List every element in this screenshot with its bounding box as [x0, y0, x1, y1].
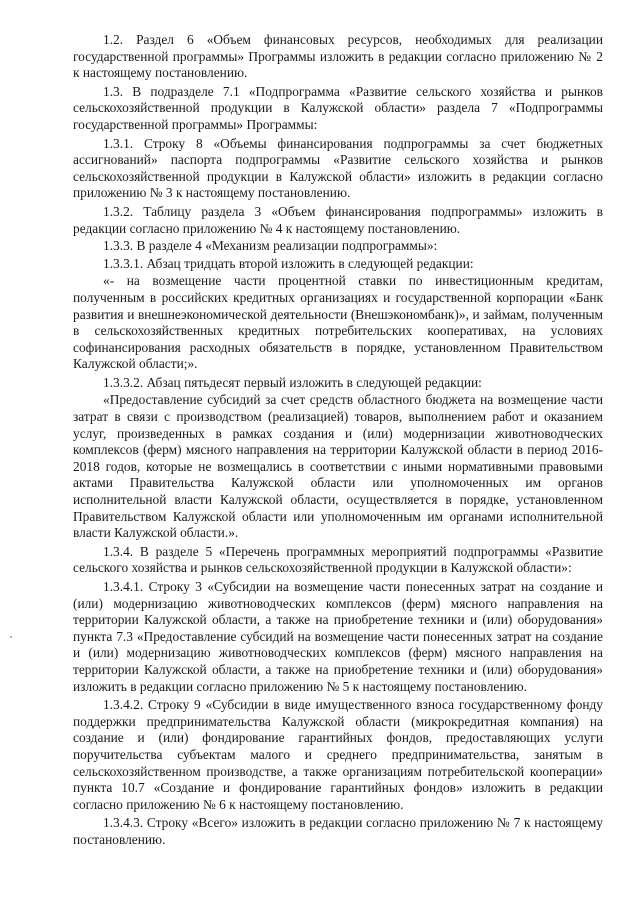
paragraph-1-3-3: 1.3.3. В разделе 4 «Механизм реализации подпрограммы»:	[103, 238, 438, 254]
paragraph-1-3-1: 1.3.1. Строку 8 «Объемы финансирования подпрограммы за счет бюджетных ассигнований» паспорта подпрограммы «Развитие сельского хозяйства и рынков сельскохозяйственной продукции в Калужской области» изложить в редакции согласно приложению № 3 к настоящему постановлению.	[73, 135, 603, 201]
paragraph-1-3-3-2: 1.3.3.2. Абзац пятьдесят первый изложить в следующей редакции:	[103, 374, 482, 390]
document-page	[73, 32, 603, 851]
paragraph-1-3-3-1: 1.3.3.1. Абзац тридцать второй изложить в следующей редакции:	[103, 255, 474, 271]
paragraph-1-2: 1.2. Раздел 6 «Объем финансовых ресурсов, необходимых для реализации государственной программы» Программы изложить в редакции согласно приложению № 2 к настоящему постановлению.	[73, 32, 603, 81]
paragraph-1-3-4: 1.3.4. В разделе 5 «Перечень программных мероприятий подпрограммы «Развитие сельского хозяйства и рынков сельскохозяйственной продукции в Калужской области»:	[73, 543, 603, 576]
paragraph-1-3-4-3: 1.3.4.3. Строку «Всего» изложить в редакции согласно приложению № 7 к настоящему постановлению.	[73, 815, 603, 847]
paragraph-1-3-4-2: 1.3.4.2. Строку 9 «Субсидии в виде имущественного взноса государственному фонду поддержки предпринимательства Калужской области (микрокредитная компания) на создание и (или) фондирование гарантийных фондов, предоставляющих услуги поручительства субъектам малого и среднего предпринимательства, занятым в сельскохозяйственном производстве, а также организациям потребительской кооперации» пункта 10.7 «Создание и фондирование гарантийных фондов» изложить в редакции согласно приложению № 6 к настоящему постановлению.	[73, 697, 603, 812]
paragraph-quote-subsidies: «Предоставление субсидий за счет средств областного бюджета на возмещение части затрат в связи с производством (реализацией) товаров, выполнением работ и оказанием услуг, произведенных в рамках создания и (или) модернизации животноводческих комплексов (ферм) мясного направления на территории Калужской области в период 2016-2018 годов, которые не возмещались в соответствии с иными нормативными правовыми актами Правительства Калужской области или уполномоченных им органов исполнительной власти Калужской области, осуществляется в порядке, установленном Правительством Калужской области или уполномоченным им органами исполнительной власти Калужской области.».	[73, 392, 603, 541]
paragraph-1-3: 1.3. В подразделе 7.1 «Подпрограмма «Развитие сельского хозяйства и рынков сельскохозяйственной продукции в Калужской области» раздела 7 «Подпрограммы государственной программы» Программы:	[73, 83, 603, 132]
paragraph-quote-credits: «- на возмещение части процентной ставки по инвестиционным кредитам, полученным в российских кредитных организациях и государственной корпорации «Банк развития и внешнеэкономической деятельности (Внешэкономбанк)», и займам, полученным в сельскохозяйственных кредитных потребительских кооперативах, на условиях софинансирования расходных обязательств в порядке, установленном Правительством Калужской области;».	[73, 273, 603, 372]
paragraph-1-3-4-1: 1.3.4.1. Строку 3 «Субсидии на возмещение части понесенных затрат на создание и (или) модернизацию животноводческих комплексов (ферм) мясного направления на территории Калужской области, а также на приобретение техники и (или) оборудования» пункта 7.3 «Предоставление субсидий на возмещение части понесенных затрат на создание и (или) модернизацию животноводческих комплексов (ферм) мясного направления на территории Калужской области, а также на приобретение техники и (или) оборудования» изложить в редакции согласно приложению № 5 к настоящему постановлению.	[73, 579, 603, 694]
scan-speck	[10, 636, 12, 638]
paragraph-1-3-2: 1.3.2. Таблицу раздела 3 «Объем финансирования подпрограммы» изложить в редакции согласно приложению № 4 к настоящему постановлению.	[73, 203, 603, 236]
